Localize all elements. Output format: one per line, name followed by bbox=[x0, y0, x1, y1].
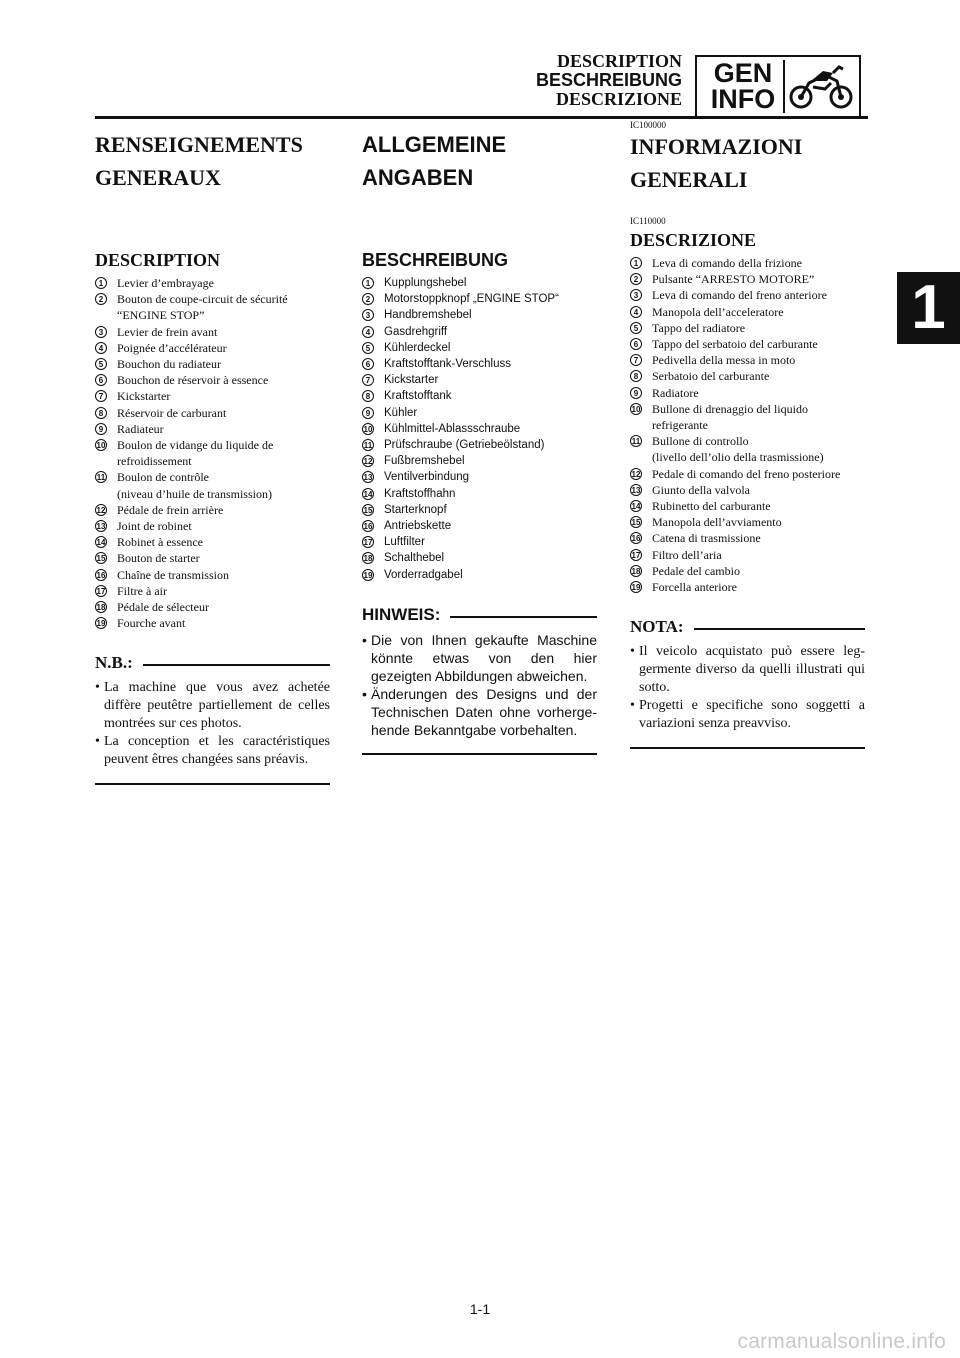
list-item bbox=[362, 437, 597, 453]
list-item bbox=[95, 615, 330, 631]
note-rule bbox=[143, 664, 330, 666]
list-item bbox=[95, 324, 330, 340]
list-item bbox=[362, 518, 597, 534]
item-label: Schalthebel bbox=[384, 552, 445, 565]
item-label: Motorstoppknopf „ENGINE STOP“ bbox=[384, 293, 559, 306]
item-label: Pedale di comando del freno posteriore bbox=[652, 466, 841, 481]
note-label: HINWEIS: bbox=[362, 604, 441, 624]
item-number-badge: 4 bbox=[95, 342, 107, 354]
item-number-badge: 12 bbox=[631, 469, 641, 479]
note-item: • Änderungen des Designs und der Technischen Daten ohne vorhergehende Bekanntgabe vorbehalten. bbox=[362, 685, 597, 739]
item-label: Gasdrehgriff bbox=[384, 325, 448, 338]
section-title-fr: DESCRIPTION bbox=[95, 250, 221, 270]
list-item bbox=[362, 275, 597, 291]
page-title-de bbox=[362, 128, 597, 194]
item-label: Ventilverbindung bbox=[384, 471, 470, 484]
list-item bbox=[362, 534, 597, 550]
list-item bbox=[630, 336, 865, 352]
item-label: Catena di trasmissione bbox=[652, 531, 761, 546]
item-number-badge: 9 bbox=[630, 387, 642, 399]
item-number-badge: 5 bbox=[95, 358, 107, 370]
list-item bbox=[95, 502, 330, 518]
item-number-badge: 8 bbox=[362, 390, 374, 402]
list-item bbox=[95, 421, 330, 437]
badge-line-gen: GEN bbox=[713, 58, 773, 88]
item-label: Fourche avant bbox=[117, 616, 186, 631]
item-label: Tappo del radiatore bbox=[652, 320, 746, 335]
header-title-it: DESCRIZIONE bbox=[555, 89, 682, 109]
item-number-badge: 9 bbox=[95, 423, 107, 435]
item-label: Kühlmittel-Ablassschraube bbox=[384, 422, 521, 435]
item-label: Chaîne de transmission bbox=[117, 567, 229, 582]
header-rule bbox=[95, 116, 868, 119]
list-item bbox=[362, 453, 597, 469]
notes-list-de bbox=[362, 631, 597, 739]
item-number-badge: 2 bbox=[95, 293, 107, 305]
parts-list-it bbox=[630, 255, 865, 595]
list-item bbox=[630, 466, 865, 482]
list-item bbox=[630, 255, 865, 271]
item-label: Starterknopf bbox=[384, 503, 447, 516]
note-item: • La conception et les caractéristiques peuvent êtres changées sans préavis. bbox=[95, 733, 330, 769]
column-italian bbox=[630, 120, 865, 749]
column-german bbox=[362, 128, 597, 755]
note-label: NOTA: bbox=[630, 617, 684, 637]
list-item bbox=[362, 550, 597, 566]
note-header-it bbox=[630, 617, 865, 637]
list-item bbox=[95, 275, 330, 291]
item-number-badge: 4 bbox=[630, 306, 642, 318]
item-label: Bouton de starter bbox=[117, 551, 200, 566]
item-label: Poignée d’accélérateur bbox=[117, 340, 227, 355]
title-line: GENERALI bbox=[630, 167, 748, 192]
item-number-badge: 6 bbox=[362, 358, 374, 370]
list-item bbox=[362, 502, 597, 518]
page-number: 1-1 bbox=[469, 1301, 491, 1317]
header-titles bbox=[536, 52, 682, 109]
item-label: Radiatore bbox=[652, 385, 699, 400]
section-title-it: DESCRIZIONE bbox=[630, 230, 757, 250]
item-number-badge: 4 bbox=[362, 326, 374, 338]
item-label: Levier d’embrayage bbox=[117, 276, 214, 290]
parts-list-fr bbox=[95, 275, 330, 631]
list-item bbox=[362, 291, 597, 307]
title-line: RENSEIGNEMENTS bbox=[95, 132, 303, 157]
list-item bbox=[362, 307, 597, 323]
item-label: Kupplungshebel bbox=[384, 277, 467, 289]
item-label: Manopola dell’avviamento bbox=[652, 515, 782, 530]
item-label: (livello dell’olio della trasmissione) bbox=[652, 450, 824, 465]
item-label: Forcella anteriore bbox=[652, 580, 737, 595]
item-label: Leva di comando del freno anteriore bbox=[652, 288, 827, 303]
item-label: Joint de robinet bbox=[117, 519, 192, 534]
gen-info-badge bbox=[695, 55, 861, 118]
item-number-badge: 7 bbox=[95, 390, 107, 402]
note-header-de bbox=[362, 605, 597, 625]
item-label: Bouton de coupe-circuit de sécurité bbox=[117, 292, 288, 307]
note-end-rule bbox=[630, 747, 865, 749]
item-label: Pédale de frein arrière bbox=[117, 502, 224, 517]
item-number-badge: 16 bbox=[363, 522, 373, 532]
item-number-badge: 18 bbox=[96, 603, 106, 613]
item-label: Kraftstofftank bbox=[384, 390, 452, 403]
item-number-badge: 5 bbox=[362, 342, 374, 354]
list-item bbox=[95, 372, 330, 388]
item-label: Bullone di controllo bbox=[652, 434, 749, 449]
list-item bbox=[362, 421, 597, 437]
list-item bbox=[362, 567, 597, 583]
list-item bbox=[95, 599, 330, 615]
item-number-badge: 11 bbox=[96, 473, 106, 483]
page-title-fr bbox=[95, 128, 330, 194]
item-label: Kühler bbox=[384, 406, 418, 419]
doc-code: IC110000 bbox=[630, 216, 666, 226]
list-item bbox=[95, 405, 330, 421]
list-item bbox=[630, 320, 865, 336]
list-item bbox=[630, 433, 865, 465]
note-item: • Il veicolo acquistato può essere leggermente diverso da quelli illustrati qui sotto. bbox=[630, 643, 865, 697]
item-label: Kickstarter bbox=[117, 389, 171, 404]
notes-list-fr bbox=[95, 679, 330, 769]
item-number-badge: 18 bbox=[363, 554, 373, 564]
item-number-badge: 3 bbox=[95, 326, 107, 338]
item-number-badge: 15 bbox=[631, 518, 641, 528]
header-title-de: BESCHREIBUNG bbox=[535, 70, 682, 90]
item-number-badge: 17 bbox=[631, 550, 641, 560]
item-number-badge: 16 bbox=[631, 534, 641, 544]
item-number-badge: 8 bbox=[95, 407, 107, 419]
item-label: Robinet à essence bbox=[117, 535, 203, 550]
badge-line-info: INFO bbox=[710, 84, 776, 114]
title-line: INFORMAZIONI bbox=[630, 134, 803, 159]
parts-list-de bbox=[362, 275, 597, 583]
item-label: Tappo del serbatoio del carburante bbox=[652, 337, 818, 352]
item-label: Pedivella della messa in moto bbox=[652, 353, 796, 368]
item-number-badge: 16 bbox=[96, 570, 106, 580]
item-label: Leva di comando della frizione bbox=[652, 256, 802, 270]
item-number-badge: 12 bbox=[96, 505, 106, 515]
list-item bbox=[95, 534, 330, 550]
note-end-rule bbox=[95, 783, 330, 785]
item-label: Kühlerdeckel bbox=[384, 341, 451, 354]
item-number-badge: 13 bbox=[631, 485, 641, 495]
title-line: ANGABEN bbox=[362, 165, 474, 190]
list-item bbox=[95, 567, 330, 583]
item-label: Radiateur bbox=[117, 421, 164, 436]
title-line: GENERAUX bbox=[95, 165, 221, 190]
note-item: • Progetti e specifiche sono soggetti a variazioni senza preavviso. bbox=[630, 697, 865, 733]
item-number-badge: 17 bbox=[363, 538, 373, 548]
item-label: Filtro dell’aria bbox=[652, 547, 722, 562]
list-item bbox=[630, 547, 865, 563]
list-item bbox=[95, 583, 330, 599]
list-item bbox=[362, 388, 597, 404]
item-number-badge: 13 bbox=[363, 473, 373, 483]
item-number-badge: 1 bbox=[362, 277, 374, 289]
list-item bbox=[630, 482, 865, 498]
item-number-badge: 11 bbox=[631, 437, 641, 447]
list-item bbox=[630, 385, 865, 401]
list-item bbox=[630, 368, 865, 384]
item-label: “ENGINE STOP” bbox=[117, 308, 205, 323]
watermark: carmanualsonline.info bbox=[737, 1330, 946, 1353]
item-number-badge: 10 bbox=[96, 441, 106, 451]
list-item bbox=[95, 388, 330, 404]
list-item bbox=[630, 352, 865, 368]
item-number-badge: 1 bbox=[630, 257, 642, 269]
item-number-badge: 10 bbox=[631, 404, 641, 414]
item-number-badge: 11 bbox=[363, 441, 373, 451]
item-number-badge: 19 bbox=[363, 570, 373, 580]
list-item bbox=[630, 579, 865, 595]
item-label: Fußbremshebel bbox=[384, 455, 465, 468]
item-label: Antriebskette bbox=[384, 520, 452, 533]
item-number-badge: 15 bbox=[363, 505, 373, 515]
header-title-fr: DESCRIPTION bbox=[556, 51, 682, 71]
motorcycle-icon bbox=[787, 63, 855, 111]
list-item bbox=[630, 304, 865, 320]
list-item bbox=[630, 498, 865, 514]
item-label: Giunto della valvola bbox=[652, 482, 750, 497]
list-item bbox=[95, 469, 330, 501]
list-item bbox=[362, 469, 597, 485]
item-number-badge: 7 bbox=[630, 354, 642, 366]
item-number-badge: 2 bbox=[362, 293, 374, 305]
list-item bbox=[362, 405, 597, 421]
item-number-badge: 3 bbox=[362, 309, 374, 321]
chapter-tab: 1 bbox=[897, 272, 960, 344]
item-label: Handbremshebel bbox=[384, 309, 472, 322]
item-label: Kraftstoffhahn bbox=[384, 487, 456, 500]
item-label: Luftfilter bbox=[384, 536, 425, 549]
note-label: N.B.: bbox=[95, 653, 133, 673]
item-number-badge: 5 bbox=[630, 322, 642, 334]
list-item bbox=[95, 340, 330, 356]
note-rule bbox=[694, 628, 865, 630]
item-label: Pedale del cambio bbox=[652, 563, 740, 578]
item-label: Serbatoio del carburante bbox=[652, 369, 770, 384]
page-title-it bbox=[630, 130, 865, 196]
item-label: refroidissement bbox=[117, 454, 192, 469]
item-label: Bouchon de réservoir à essence bbox=[117, 373, 269, 388]
item-label: (niveau d’huile de transmission) bbox=[117, 486, 272, 501]
item-number-badge: 18 bbox=[631, 566, 641, 576]
item-label: Kraftstofftank-Verschluss bbox=[384, 358, 511, 371]
list-item bbox=[630, 514, 865, 530]
item-label: Kickstarter bbox=[384, 374, 439, 387]
item-number-badge: 7 bbox=[362, 374, 374, 386]
item-number-badge: 9 bbox=[362, 407, 374, 419]
item-label: Levier de frein avant bbox=[117, 324, 218, 339]
note-header-fr bbox=[95, 653, 330, 673]
note-item: • La machine que vous avez achetée diffère peutêtre partiellement de celles montrées sur ces photos. bbox=[95, 679, 330, 733]
item-number-badge: 17 bbox=[96, 586, 106, 596]
item-number-badge: 2 bbox=[630, 273, 642, 285]
item-label: Manopola dell’acceleratore bbox=[652, 304, 784, 319]
item-number-badge: 14 bbox=[631, 502, 641, 512]
list-item bbox=[95, 356, 330, 372]
list-item bbox=[630, 563, 865, 579]
item-label: Réservoir de carburant bbox=[117, 405, 227, 420]
item-number-badge: 13 bbox=[96, 522, 106, 532]
list-item bbox=[362, 372, 597, 388]
item-number-badge: 14 bbox=[96, 538, 106, 548]
gen-info-label bbox=[703, 60, 785, 113]
item-number-badge: 3 bbox=[630, 289, 642, 301]
item-number-badge: 12 bbox=[363, 457, 373, 467]
item-number-badge: 8 bbox=[630, 370, 642, 382]
list-item bbox=[362, 324, 597, 340]
item-label: Boulon de vidange du liquide de bbox=[117, 438, 274, 453]
column-french bbox=[95, 128, 330, 785]
doc-code: IC100000 bbox=[630, 120, 666, 130]
item-label: Boulon de contrôle bbox=[117, 470, 209, 485]
list-item bbox=[630, 530, 865, 546]
item-number-badge: 15 bbox=[96, 554, 106, 564]
item-label: Rubinetto del carburante bbox=[652, 499, 771, 514]
list-item bbox=[630, 287, 865, 303]
item-label: Vorderradgabel bbox=[384, 568, 463, 581]
note-rule bbox=[450, 616, 597, 618]
list-item bbox=[95, 550, 330, 566]
item-number-badge: 6 bbox=[630, 338, 642, 350]
title-line: ALLGEMEINE bbox=[362, 132, 507, 157]
list-item bbox=[95, 518, 330, 534]
list-item bbox=[630, 271, 865, 287]
list-item bbox=[362, 340, 597, 356]
item-number-badge: 14 bbox=[363, 489, 373, 499]
item-number-badge: 6 bbox=[95, 374, 107, 386]
list-item bbox=[362, 486, 597, 502]
item-label: Pédale de sélecteur bbox=[117, 600, 209, 615]
note-item: • Die von Ihnen gekaufte Maschine könnte etwas von den hier gezeigten Abbildungen abweichen. bbox=[362, 631, 597, 685]
item-number-badge: 19 bbox=[96, 619, 106, 629]
notes-list-it bbox=[630, 643, 865, 733]
item-number-badge: 19 bbox=[631, 583, 641, 593]
item-number-badge: 10 bbox=[363, 424, 373, 434]
list-item bbox=[630, 401, 865, 433]
item-label: Bouchon du radiateur bbox=[117, 357, 221, 372]
list-item bbox=[95, 437, 330, 469]
list-item bbox=[95, 291, 330, 323]
list-item bbox=[362, 356, 597, 372]
item-label: Filtre à air bbox=[117, 583, 167, 598]
item-number-badge: 1 bbox=[95, 277, 107, 289]
item-label: Prüfschraube (Getriebeölstand) bbox=[384, 439, 545, 452]
item-label: Pulsante “ARRESTO MOTORE” bbox=[652, 272, 815, 287]
item-label: refrigerante bbox=[652, 418, 708, 433]
section-title-de: BESCHREIBUNG bbox=[362, 250, 509, 270]
item-label: Bullone di drenaggio del liquido bbox=[652, 401, 808, 416]
note-end-rule bbox=[362, 753, 597, 755]
